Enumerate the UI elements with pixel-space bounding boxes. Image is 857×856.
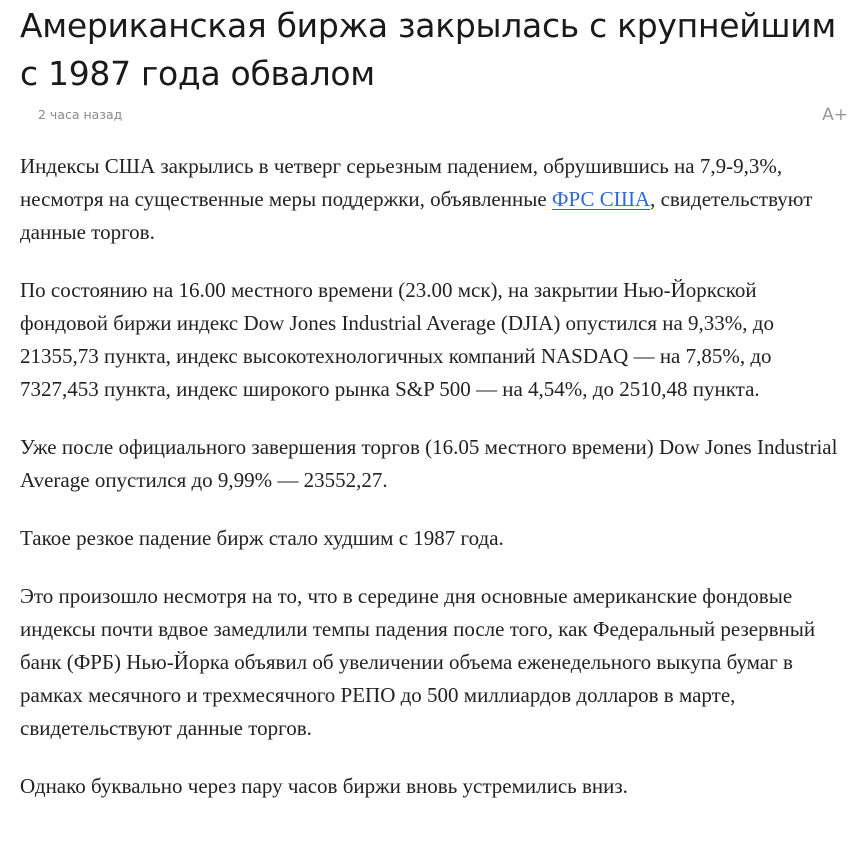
paragraph-1-text-after-link: , свидетельствуют данные торгов. bbox=[20, 187, 813, 244]
paragraph-6: Однако буквально через пару часов биржи вновь устремились вниз. bbox=[20, 774, 628, 798]
paragraph-4: Такое резкое падение бирж стало худшим с 1987 года. bbox=[20, 526, 504, 550]
paragraph-1-text-before-link: Индексы США закрылись в четверг серьезным падением, обрушившись на 7,9-9,3%, несмотря на существенные меры поддержки, объявленные bbox=[20, 154, 783, 211]
paragraph-5: Это произошло несмотря на то, что в середине дня основные американские фондовые индексы почти вдвое замедлили темпы падения после того, как Федеральный резервный банк (ФРБ) Нью-Йорка объявил об увеличении объема еженедельного выкупа бумаг в рамках месячного и трехмесячного РЕПО до 500 миллиардов долларов в марте, свидетельствуют данные торгов. bbox=[20, 584, 816, 740]
increase-font-size-button[interactable]: А+ bbox=[822, 105, 848, 125]
fed-reserve-link[interactable]: ФРС США bbox=[551, 187, 651, 211]
paragraph-3: Уже после официального завершения торгов (16.05 местного времени) Dow Jones Industrial Average опустился до 9,99% — 23552,27. bbox=[20, 435, 838, 492]
article-meta bbox=[38, 106, 848, 126]
article-title: Американская биржа закрылась с крупнейшим с 1987 года обвалом bbox=[20, 6, 837, 93]
paragraph-2: По состоянию на 16.00 местного времени (23.00 мск), на закрытии Нью-Йоркской фондовой биржи индекс Dow Jones Industrial Average (DJIA) опустился на 9,33%, до 21355,73 пункта, индекс высокотехнологичных компаний NASDAQ — на 7,85%, до 7327,453 пункта, индекс широкого рынка S&P 500 — на 4,54%, до 2510,48 пункта. bbox=[20, 278, 774, 401]
publish-timestamp: 2 часа назад bbox=[38, 107, 123, 122]
article-body bbox=[20, 150, 840, 828]
paragraph-1 bbox=[20, 150, 840, 249]
